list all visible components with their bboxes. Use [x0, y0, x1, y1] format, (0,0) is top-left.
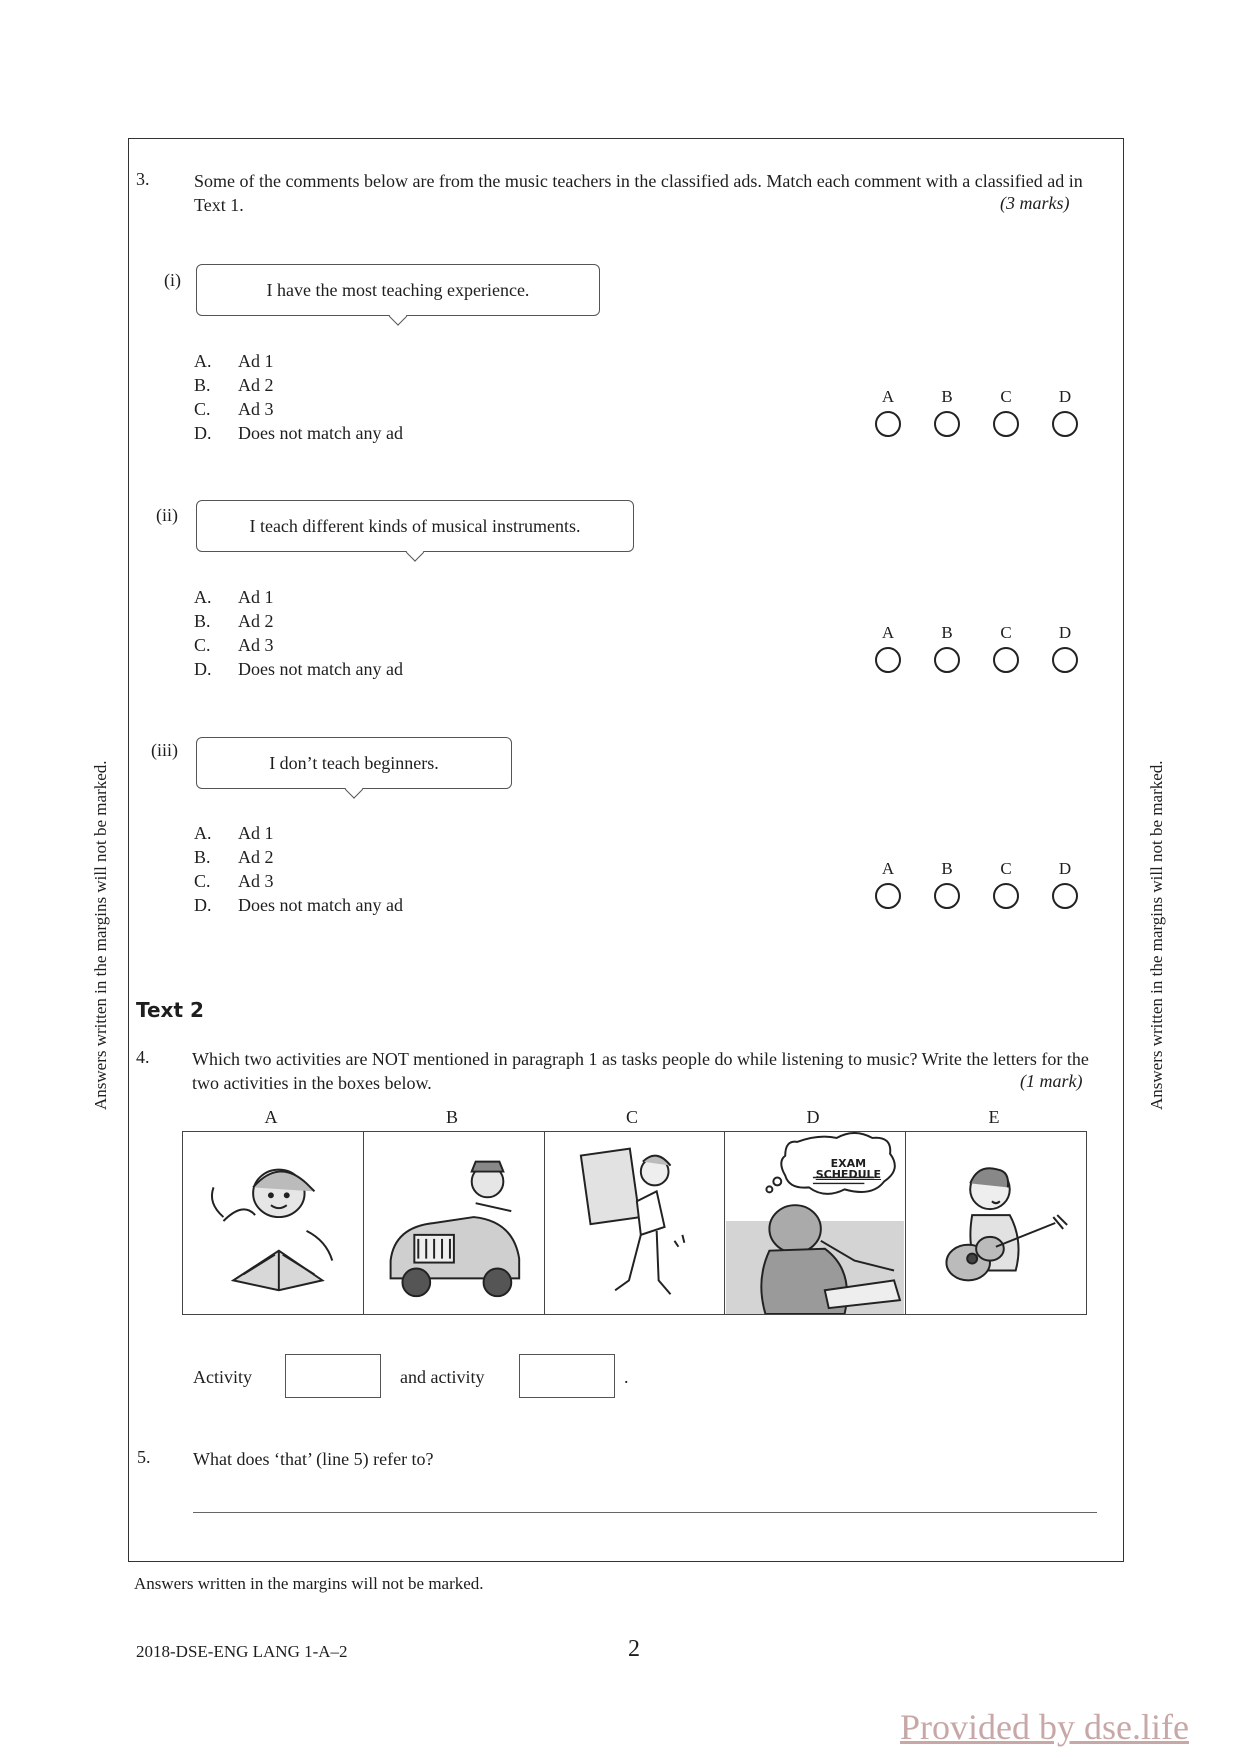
comment-text: I have the most teaching experience. — [266, 279, 530, 300]
option-text: Ad 3 — [238, 635, 274, 655]
option-text: Ad 2 — [238, 847, 274, 867]
picture-label: C — [625, 1107, 638, 1127]
option-letter: C. — [194, 399, 211, 419]
choice-d[interactable] — [1045, 859, 1085, 909]
choice-d[interactable] — [1045, 387, 1085, 437]
paper-code: 2018-DSE-ENG LANG 1-A–2 — [136, 1642, 348, 1661]
option-letter: B. — [194, 375, 211, 395]
right-margin-note: Answers written in the margins will not be marked. — [1147, 760, 1166, 1110]
choice-letter: B — [941, 859, 953, 878]
option-text: Does not match any ad — [238, 659, 403, 679]
choice-letter: A — [881, 859, 895, 878]
option-letter: A. — [194, 823, 212, 843]
answer-bubble[interactable] — [1052, 411, 1078, 437]
choice-letter: D — [1058, 623, 1072, 642]
bottom-margin-note: Answers written in the margins will not be marked. — [134, 1574, 484, 1593]
choice-b[interactable] — [927, 859, 967, 909]
woman-carrying-box-icon — [545, 1132, 726, 1314]
option-letter: D. — [194, 423, 212, 443]
q3-marks: (3 marks) — [1000, 193, 1070, 213]
choice-b[interactable] — [927, 623, 967, 673]
answer-choices — [868, 623, 1085, 673]
choice-a[interactable] — [868, 623, 908, 673]
option-letter: D. — [194, 895, 212, 915]
answer-bubble[interactable] — [875, 883, 901, 909]
option-list — [194, 585, 403, 681]
answer-bubble[interactable] — [934, 411, 960, 437]
option-text: Ad 1 — [238, 823, 274, 843]
q3-number: 3. — [136, 169, 150, 189]
choice-c[interactable] — [986, 387, 1026, 437]
option-letter: A. — [194, 351, 212, 371]
man-driving-car-icon — [364, 1132, 545, 1314]
answer-end: . — [624, 1367, 629, 1387]
activity-answer-box-2[interactable] — [519, 1354, 615, 1398]
picture-label: A — [264, 1107, 278, 1127]
exam-schedule-line-2: SCHEDULE — [815, 1168, 882, 1181]
option-text: Does not match any ad — [238, 423, 403, 443]
option-text: Ad 2 — [238, 611, 274, 631]
option-text: Does not match any ad — [238, 895, 403, 915]
q3-text: Some of the comments below are from the music teachers in the classified ads. Match each comment with a classified ad in Text 1. — [194, 171, 1083, 215]
choice-letter: A — [881, 387, 895, 406]
answer-bubble[interactable] — [934, 883, 960, 909]
option-text: Ad 1 — [238, 587, 274, 607]
q4-number: 4. — [136, 1047, 150, 1067]
comment-bubble — [196, 737, 512, 789]
answer-choices — [868, 387, 1085, 437]
option-letter: B. — [194, 611, 211, 631]
choice-letter: C — [1000, 623, 1012, 642]
boy-reading-icon — [183, 1132, 364, 1314]
exam-schedule-line-1: EXAM — [830, 1157, 867, 1170]
choice-letter: C — [1000, 387, 1012, 406]
section-heading: Text 2 — [136, 998, 204, 1022]
q5-number: 5. — [137, 1447, 151, 1467]
choice-a[interactable] — [868, 859, 908, 909]
comment-text: I don’t teach beginners. — [269, 752, 439, 773]
left-margin-note: Answers written in the margins will not be marked. — [91, 760, 110, 1110]
choice-letter: A — [881, 623, 895, 642]
answer-choices — [868, 859, 1085, 909]
choice-b[interactable] — [927, 387, 967, 437]
option-text: Ad 3 — [238, 399, 274, 419]
q5-answer-line[interactable] — [193, 1512, 1097, 1513]
picture-label: D — [806, 1107, 820, 1127]
comment-bubble — [196, 264, 600, 316]
option-letter: D. — [194, 659, 212, 679]
answer-label-1: Activity — [193, 1367, 252, 1387]
choice-letter: B — [941, 623, 953, 642]
choice-d[interactable] — [1045, 623, 1085, 673]
answer-bubble[interactable] — [934, 647, 960, 673]
exam-schedule-title — [813, 1158, 883, 1180]
option-list — [194, 349, 403, 445]
q5-text: What does ‘that’ (line 5) refer to? — [193, 1449, 434, 1469]
watermark: Provided by dse.life — [900, 1707, 1189, 1747]
choice-letter: B — [941, 387, 953, 406]
answer-bubble[interactable] — [875, 647, 901, 673]
q4-text: Which two activities are NOT mentioned in paragraph 1 as tasks people do while listening to music? Write the letters for the two activities in the boxes below. — [192, 1049, 1089, 1093]
option-letter: C. — [194, 871, 211, 891]
part-label: (ii) — [156, 505, 178, 525]
page-number: 2 — [628, 1636, 640, 1662]
answer-bubble[interactable] — [993, 411, 1019, 437]
part-label: (iii) — [151, 740, 178, 760]
answer-label-2: and activity — [400, 1367, 485, 1387]
option-text: Ad 3 — [238, 871, 274, 891]
answer-bubble[interactable] — [993, 883, 1019, 909]
comment-bubble — [196, 500, 634, 552]
activity-answer-box-1[interactable] — [285, 1354, 381, 1398]
option-letter: B. — [194, 847, 211, 867]
option-text: Ad 2 — [238, 375, 274, 395]
boy-playing-guitar-icon — [906, 1132, 1086, 1314]
option-letter: A. — [194, 587, 212, 607]
comment-text: I teach different kinds of musical instruments. — [249, 515, 581, 536]
choice-c[interactable] — [986, 623, 1026, 673]
choice-letter: D — [1058, 387, 1072, 406]
choice-a[interactable] — [868, 387, 908, 437]
answer-bubble[interactable] — [1052, 883, 1078, 909]
part-label: (i) — [164, 270, 181, 290]
answer-bubble[interactable] — [993, 647, 1019, 673]
option-text: Ad 1 — [238, 351, 274, 371]
option-list — [194, 821, 403, 917]
answer-bubble[interactable] — [1052, 647, 1078, 673]
student-studying-exam-icon — [725, 1132, 906, 1314]
choice-letter: D — [1058, 859, 1072, 878]
choice-letter: C — [1000, 859, 1012, 878]
option-letter: C. — [194, 635, 211, 655]
picture-label: E — [988, 1107, 1000, 1127]
q4-marks: (1 mark) — [1020, 1071, 1083, 1091]
activity-pictures — [182, 1131, 1087, 1315]
picture-label: B — [445, 1107, 458, 1127]
answer-bubble[interactable] — [875, 411, 901, 437]
choice-c[interactable] — [986, 859, 1026, 909]
